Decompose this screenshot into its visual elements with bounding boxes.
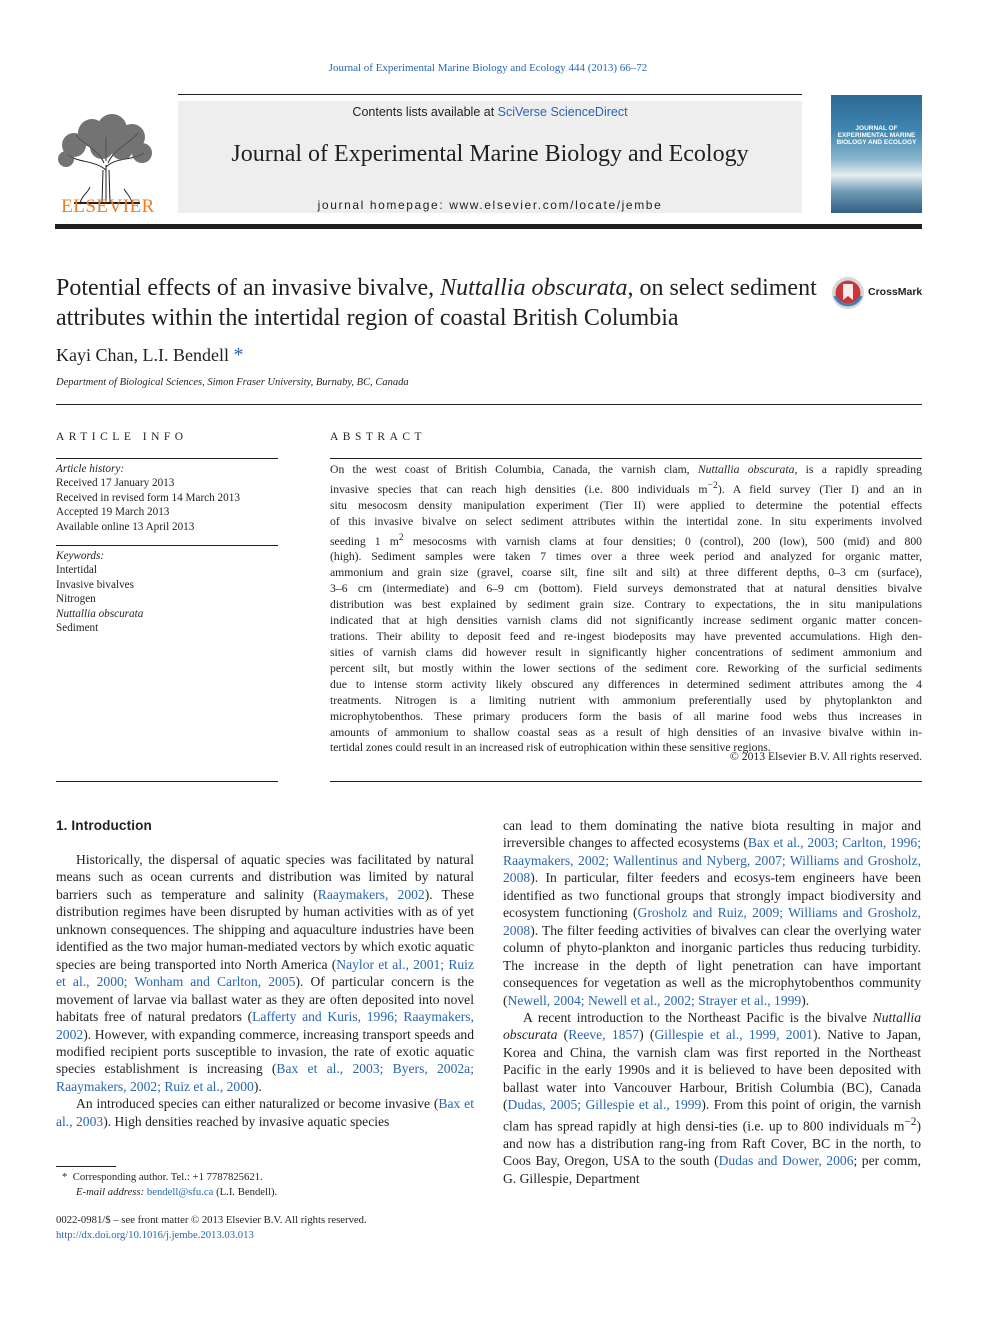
citation-link[interactable]: Bax et al., 2003; Byers, 2002a; Raaymakers, 2002; Ruiz et al., 2000 (56, 1061, 474, 1094)
journal-title: Journal of Experimental Marine Biology and Ecology (231, 141, 749, 167)
history-item: Received 17 January 2013 (56, 477, 175, 490)
citation-link[interactable]: Raaymakers, 2002 (317, 886, 425, 902)
superscript: −2 (904, 1115, 917, 1128)
citation-link[interactable]: Gillespie et al., 1999, 2001 (654, 1027, 813, 1043)
article-info-bottom-rule (56, 781, 278, 782)
email-suffix: (L.I. Bendell). (213, 1186, 278, 1198)
crossmark-icon (831, 276, 865, 310)
abstract-line: indicated that at high densities varnish clams did not significantly increase sediment organic matter concen- (330, 614, 922, 628)
citation-link[interactable]: Naylor et al., 2001; Ruiz et al., 2000; Wonham and Carlton, 2005 (56, 956, 474, 990)
abstract-heading: ABSTRACT (330, 431, 427, 443)
contents-prefix: Contents lists available at (352, 105, 498, 119)
abstract-line: On the west coast of British Columbia, Canada, the varnish clam, Nuttallia obscurata, is a rapidly spreading (330, 463, 922, 476)
citation-link[interactable]: Reeve, 1857 (568, 1027, 640, 1043)
email-label: E-mail address: (76, 1186, 147, 1198)
citation-link[interactable]: Dudas, 2005; Gillespie et al., 1999 (507, 1097, 702, 1113)
abstract-line: 3–6 cm (intermediate) and 6–9 cm (bottom). Field surveys demonstrated that at natural densities bivalve (330, 582, 922, 596)
title-rule (56, 404, 922, 405)
history-item: Received in revised form 14 March 2013 (56, 491, 240, 504)
history-item: Accepted 19 March 2013 (56, 506, 170, 519)
front-matter (56, 1213, 476, 1243)
abstract-line: distribution was best explained by sediment grain size. Contrary to expectations, the in situ manipulations (330, 598, 922, 612)
header-thick-rule (55, 224, 922, 229)
citation-link[interactable]: Lafferty and Kuris, 1996; Raaymakers, 2002 (56, 1009, 474, 1042)
cover-title: JOURNAL OF EXPERIMENTAL MARINE BIOLOGY AND ECOLOGY (836, 125, 917, 146)
abstract-copyright: © 2013 Elsevier B.V. All rights reserved. (729, 750, 922, 763)
sciencedirect-link[interactable]: SciVerse ScienceDirect (497, 105, 628, 119)
article-history (56, 462, 278, 534)
abstract-line: treatments. Nitrogen is a limiting nutrient with ammonium preferentially used by phytoplankton and (330, 693, 922, 707)
abstract-text (330, 462, 922, 756)
title-species: Nuttallia obscurata (440, 275, 628, 301)
abstract-line: trations. Their ability to deposit feed and re-ingest biodeposits may have prevented accumulations. High den- (330, 630, 922, 643)
journal-homepage (178, 198, 802, 212)
abstract-line: tertidal zones could result in an increased risk of eutrophication within these sensitive regions. (330, 741, 771, 755)
article-title (56, 273, 826, 333)
elsevier-wordmark[interactable]: ELSEVIER (61, 196, 155, 217)
abstract-line: ammonium and grain size (gravel, coarse silt, fine silt and silt) at three different depths, 0–3 cm (surface), (330, 566, 922, 580)
body-paragraph: can lead to them dominating the native biota resulting in major and irreversible changes to affected ecosystems (Bax et al., 2003; Carlton, 1996; Raaymakers, 2002; Wallentinus and Nyberg, 2007; Williams and Grosholz, 2008). In particular, filter feeders and ecosys-tem engineers have been identified as two functional groups that strongly impact biodiversity and ecosystem functioning (Grosholz and Ruiz, 2009; Williams and Grosholz, 2008). The filter feeding activities of bivalves can clear the overlying water column of phyto-plankton and inorganic particles thus reducing turbidity. The increase in the depth of light penetration can have important consequences for vegetation as well as the microphytobenthos community (Newell, 2004; Newell et al., 2002; Strayer et al., 1999). (503, 818, 921, 1008)
abstract-line: amounts of ammonium to shallow coastal seas as a result of high densities of an invasive bivalve within in- (330, 725, 922, 739)
body-paragraph: A recent introduction to the Northeast Pacific is the bivalve Nuttallia obscurata (Reeve, 1857) (Gillespie et al., 1999, 2001). Native to Japan, Korea and China, the varnish clam was first reported in the Northeast Pacific in the early 1990s and it is believed to have been deposited with ballast water into Vancouver Harbour, British Columbia (BC), Canada (Dudas, 2005; Gillespie et al., 1999). From this point of origin, the varnish clam has spread rapidly at high densi-ties (i.e. up to 800 individuals $m^{-2}$) and now has a distribution rang-ing from Raft Cover, BC in the north, to Coos Bay, Oregon, USA to the south (Dudas and Dower, 2006; per comm, G. Gillespie, Department (503, 1009, 922, 1186)
abstract-line: seeding 1 $m^2$ mesocosms with varnish clams at four densities; 0 (control), 200 (low), 500 (mid) and 800 (330, 531, 923, 548)
front-matter-text: 0022-0981/$ – see front matter © 2013 Elsevier B.V. All rights reserved. (56, 1214, 367, 1226)
citation-link[interactable]: Bax et al., 2003 (56, 1096, 474, 1129)
corresponding-text: Corresponding author. Tel.: +1 7787825621. (72, 1171, 263, 1183)
citation-link[interactable]: Grosholz and Ruiz, 2009; Williams and Grosholz, 2008 (503, 905, 921, 938)
section-heading-introduction: 1. Introduction (56, 818, 152, 833)
authors (56, 344, 243, 367)
species-name: Nuttallia obscurata (503, 1009, 921, 1043)
corresponding-author-footnote (62, 1170, 472, 1200)
journal-citation[interactable]: Journal of Experimental Marine Biology and Ecology 444 (2013) 66–72 (328, 62, 648, 74)
homepage-prefix: journal homepage: (317, 198, 450, 212)
body-paragraph: Historically, the dispersal of aquatic species was facilitated by natural means such as ocean currents and distribution was limited by natural barriers such as temperature and salinity (Raaymakers, 2002). These distribution regimes have been disrupted by human activities with as of yet unknown consequences. The shipping and aquaculture industries have been identified as the two major human-mediated vectors by which exotic aquatic species are being transported into North America (Naylor et al., 2001; Ruiz et al., 2000; Wonham and Carlton, 2005). Of particular concern is the movement of larvae via ballast water as they are often deposited into novel habitats free of natural predators (Lafferty and Kuris, 1996; Raaymakers, 2002). However, with expanding commerce, increasing transport speeds and modified recipient ports susceptible to invasion, the rate of exotic aquatic species establishment is increasing (Bax et al., 2003; Byers, 2002a; Raaymakers, 2002; Ruiz et al., 2000). (56, 852, 475, 1094)
body-right-column (503, 817, 921, 1187)
article-info-rule (56, 458, 278, 459)
doi-link[interactable]: http://dx.doi.org/10.1016/j.jembe.2013.03.013 (56, 1229, 254, 1241)
abstract-line: due to intense storm activity likely obscured any differences in determined sediment attributes among the 4 (330, 677, 922, 691)
abstract-line: invasive species that can reach high densities (i.e. 800 individuals $m^{-2}$). A field survey (Tier I) and an in (330, 479, 922, 496)
keyword: Sediment (56, 622, 99, 635)
body-paragraph: An introduced species can either naturalized or become invasive (Bax et al., 2003). High densities reached by invasive aquatic species (56, 1096, 474, 1129)
abstract-bottom-rule (330, 781, 922, 782)
abstract-line: situ mesocosm density manipulation experiment (Tier II) were applied to determine the potential effects (330, 498, 922, 512)
crossmark-badge[interactable] (831, 276, 921, 310)
superscript: −2 (707, 479, 718, 491)
history-label: Article history: (56, 463, 125, 475)
keywords (56, 549, 278, 635)
title-text-2: , on select sediment attributes within the intertidal region of coastal British Columbia (56, 275, 817, 331)
keyword: Intertidal (56, 564, 98, 577)
citation-link[interactable]: Dudas and Dower, 2006 (718, 1153, 854, 1169)
footnote-star: * (62, 1171, 73, 1183)
header-rule (178, 94, 802, 95)
affiliation: Department of Biological Sciences, Simon Fraser University, Burnaby, BC, Canada (56, 377, 409, 388)
keywords-rule (56, 545, 278, 546)
citation-link[interactable]: Newell, 2004; Newell et al., 2002; Strayer et al., 1999 (507, 992, 802, 1008)
corresponding-author-link[interactable]: * (233, 344, 244, 366)
abstract-rule (330, 458, 922, 459)
contents-line (178, 105, 802, 119)
abstract-line: sities of varnish clams did however result in significantly higher concentrations of sediment ammonium and (330, 645, 922, 659)
abstract-line: (high). Sediment samples were taken 7 times over a three week period and analyzed for organic matter, (330, 550, 922, 564)
keywords-label: Keywords: (56, 550, 105, 562)
species-name: Nuttallia obscurata (697, 463, 795, 476)
email-link[interactable]: bendell@sfu.ca (146, 1186, 214, 1198)
abstract-line: percent silt, but mostly within the lower sections of the sediment core. Reworking of the surficial sediments (330, 661, 922, 675)
body-left-column (56, 851, 474, 1130)
keyword: Nuttallia obscurata (56, 607, 144, 620)
abstract-line: microphytobenthos. These primary producers form the basis of all marine food webs thus increases in (330, 709, 922, 723)
crossmark-label: CrossMark (868, 286, 923, 298)
superscript: 2 (398, 531, 404, 543)
title-text-1: Potential effects of an invasive bivalve, (56, 275, 441, 301)
author-names: Kayi Chan, L.I. Bendell (56, 345, 229, 365)
keyword: Invasive bivalves (56, 578, 134, 591)
footnote-rule (56, 1166, 116, 1167)
journal-cover-image[interactable] (831, 95, 922, 213)
article-info-heading: ARTICLE INFO (56, 431, 188, 443)
abstract-line: of this invasive bivalve on select sediment attributes within the intertidal zone. In situ experiments involved (330, 514, 922, 528)
citation-link[interactable]: Bax et al., 2003; Carlton, 1996; Raaymakers, 2002; Wallentinus and Nyberg, 2007; Williams and Grosholz, 2008 (503, 835, 921, 886)
history-item: Available online 13 April 2013 (56, 520, 195, 533)
homepage-link[interactable]: www.elsevier.com/locate/jembe (449, 198, 663, 212)
keyword: Nitrogen (56, 593, 96, 606)
